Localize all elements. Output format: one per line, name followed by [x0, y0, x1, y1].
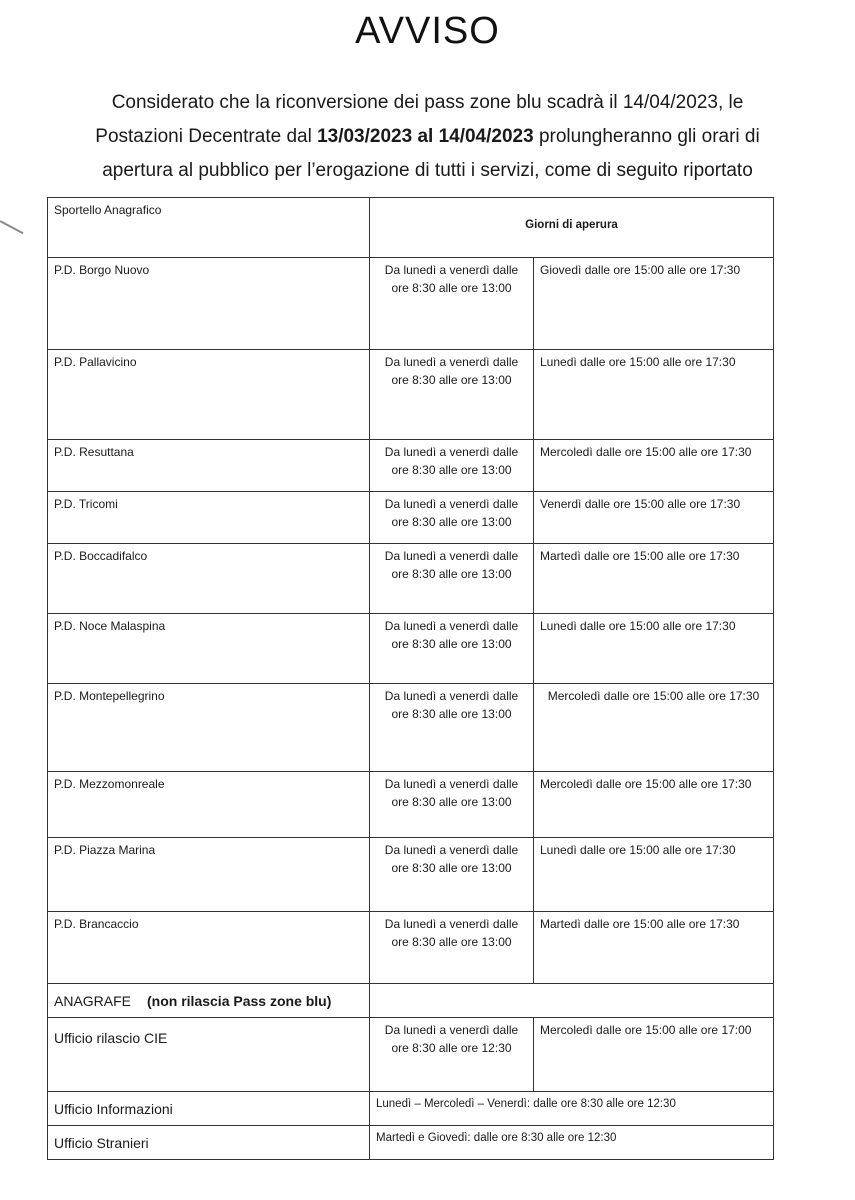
afternoon-hours: Lunedì dalle ore 15:00 alle ore 17:30 — [534, 614, 774, 684]
office-name: P.D. Mezzomonreale — [48, 772, 370, 838]
intro-line-2-suffix: prolungheranno gli orari di — [533, 126, 760, 147]
table-row — [48, 772, 774, 838]
table-row — [48, 350, 774, 440]
notice-title: AVVISO — [355, 10, 500, 52]
table-row — [48, 838, 774, 912]
morning-hours: Da lunedì a venerdì dalle ore 8:30 alle ore 13:00 — [370, 544, 534, 614]
intro-paragraph — [0, 86, 855, 188]
morning-hours: Da lunedì a venerdì dalle ore 8:30 alle ore 13:00 — [370, 614, 534, 684]
office-name: P.D. Piazza Marina — [48, 838, 370, 912]
morning-hours: Da lunedì a venerdì dalle ore 8:30 alle ore 13:00 — [370, 350, 534, 440]
afternoon-hours: Venerdì dalle ore 15:00 alle ore 17:30 — [534, 492, 774, 544]
afternoon-hours: Mercoledì dalle ore 15:00 alle ore 17:30 — [534, 440, 774, 492]
table-row — [48, 1126, 774, 1160]
afternoon-hours: Giovedì dalle ore 15:00 alle ore 17:30 — [534, 258, 774, 350]
header-sportello: Sportello Anagrafico — [48, 198, 370, 258]
table-row — [48, 544, 774, 614]
pen-mark — [0, 220, 23, 234]
office-name: P.D. Boccadifalco — [48, 544, 370, 614]
afternoon-hours: Mercoledì dalle ore 15:00 alle ore 17:30 — [534, 684, 774, 772]
table-header-row — [48, 198, 774, 258]
intro-line-3: apertura al pubblico per l’erogazione di tutti i servizi, come di seguito riportato — [102, 160, 753, 181]
office-name: P.D. Resuttana — [48, 440, 370, 492]
anagrafe-row — [48, 984, 774, 1018]
opening-hours: Lunedì – Mercoledì – Venerdì: dalle ore 8:30 alle ore 12:30 — [370, 1092, 774, 1126]
office-name: Ufficio Stranieri — [48, 1126, 370, 1160]
morning-hours: Da lunedì a venerdì dalle ore 8:30 alle ore 13:00 — [370, 684, 534, 772]
table-row — [48, 258, 774, 350]
office-name: P.D. Borgo Nuovo — [48, 258, 370, 350]
afternoon-hours: Lunedì dalle ore 15:00 alle ore 17:30 — [534, 838, 774, 912]
morning-hours: Da lunedì a venerdì dalle ore 8:30 alle ore 13:00 — [370, 838, 534, 912]
table-row — [48, 912, 774, 984]
office-name: P.D. Montepellegrino — [48, 684, 370, 772]
table-row — [48, 684, 774, 772]
afternoon-hours: Martedì dalle ore 15:00 alle ore 17:30 — [534, 912, 774, 984]
afternoon-hours: Mercoledì dalle ore 15:00 alle ore 17:00 — [534, 1018, 774, 1092]
morning-hours: Da lunedì a venerdì dalle ore 8:30 alle ore 13:00 — [370, 772, 534, 838]
morning-hours: Da lunedì a venerdì dalle ore 8:30 alle ore 13:00 — [370, 258, 534, 350]
morning-hours: Da lunedì a venerdì dalle ore 8:30 alle ore 13:00 — [370, 440, 534, 492]
anagrafe-label: ANAGRAFE — [54, 992, 132, 1009]
schedule-table — [47, 197, 774, 1160]
morning-hours: Da lunedì a venerdì dalle ore 8:30 alle ore 13:00 — [370, 492, 534, 544]
afternoon-hours: Lunedì dalle ore 15:00 alle ore 17:30 — [534, 350, 774, 440]
table-row — [48, 492, 774, 544]
table-row — [48, 440, 774, 492]
opening-hours: Martedì e Giovedì: dalle ore 8:30 alle ore 12:30 — [370, 1126, 774, 1160]
intro-line-2-prefix: Postazioni Decentrate dal — [95, 126, 318, 147]
office-name: P.D. Pallavicino — [48, 350, 370, 440]
office-name: P.D. Noce Malaspina — [48, 614, 370, 684]
anagrafe-note: (non rilascia Pass zone blu) — [147, 992, 332, 1009]
header-giorni: Giorni di aperura — [370, 198, 774, 258]
afternoon-hours: Mercoledì dalle ore 15:00 alle ore 17:30 — [534, 772, 774, 838]
table-row — [48, 1092, 774, 1126]
afternoon-hours: Martedì dalle ore 15:00 alle ore 17:30 — [534, 544, 774, 614]
office-name: P.D. Brancaccio — [48, 912, 370, 984]
office-name: Ufficio rilascio CIE — [48, 1018, 370, 1092]
intro-line-1: Considerato che la riconversione dei pass zone blu scadrà il 14/04/2023, le — [111, 92, 744, 113]
office-name: Ufficio Informazioni — [48, 1092, 370, 1126]
table-row — [48, 614, 774, 684]
table-row — [48, 1018, 774, 1092]
intro-line-2 — [0, 120, 855, 154]
morning-hours: Da lunedì a venerdì dalle ore 8:30 alle ore 12:30 — [370, 1018, 534, 1092]
intro-date-range: 13/03/2023 al 14/04/2023 — [317, 126, 534, 147]
anagrafe-empty-cell — [370, 984, 774, 1018]
anagrafe-heading — [48, 984, 370, 1018]
morning-hours: Da lunedì a venerdì dalle ore 8:30 alle ore 13:00 — [370, 912, 534, 984]
office-name: P.D. Tricomi — [48, 492, 370, 544]
